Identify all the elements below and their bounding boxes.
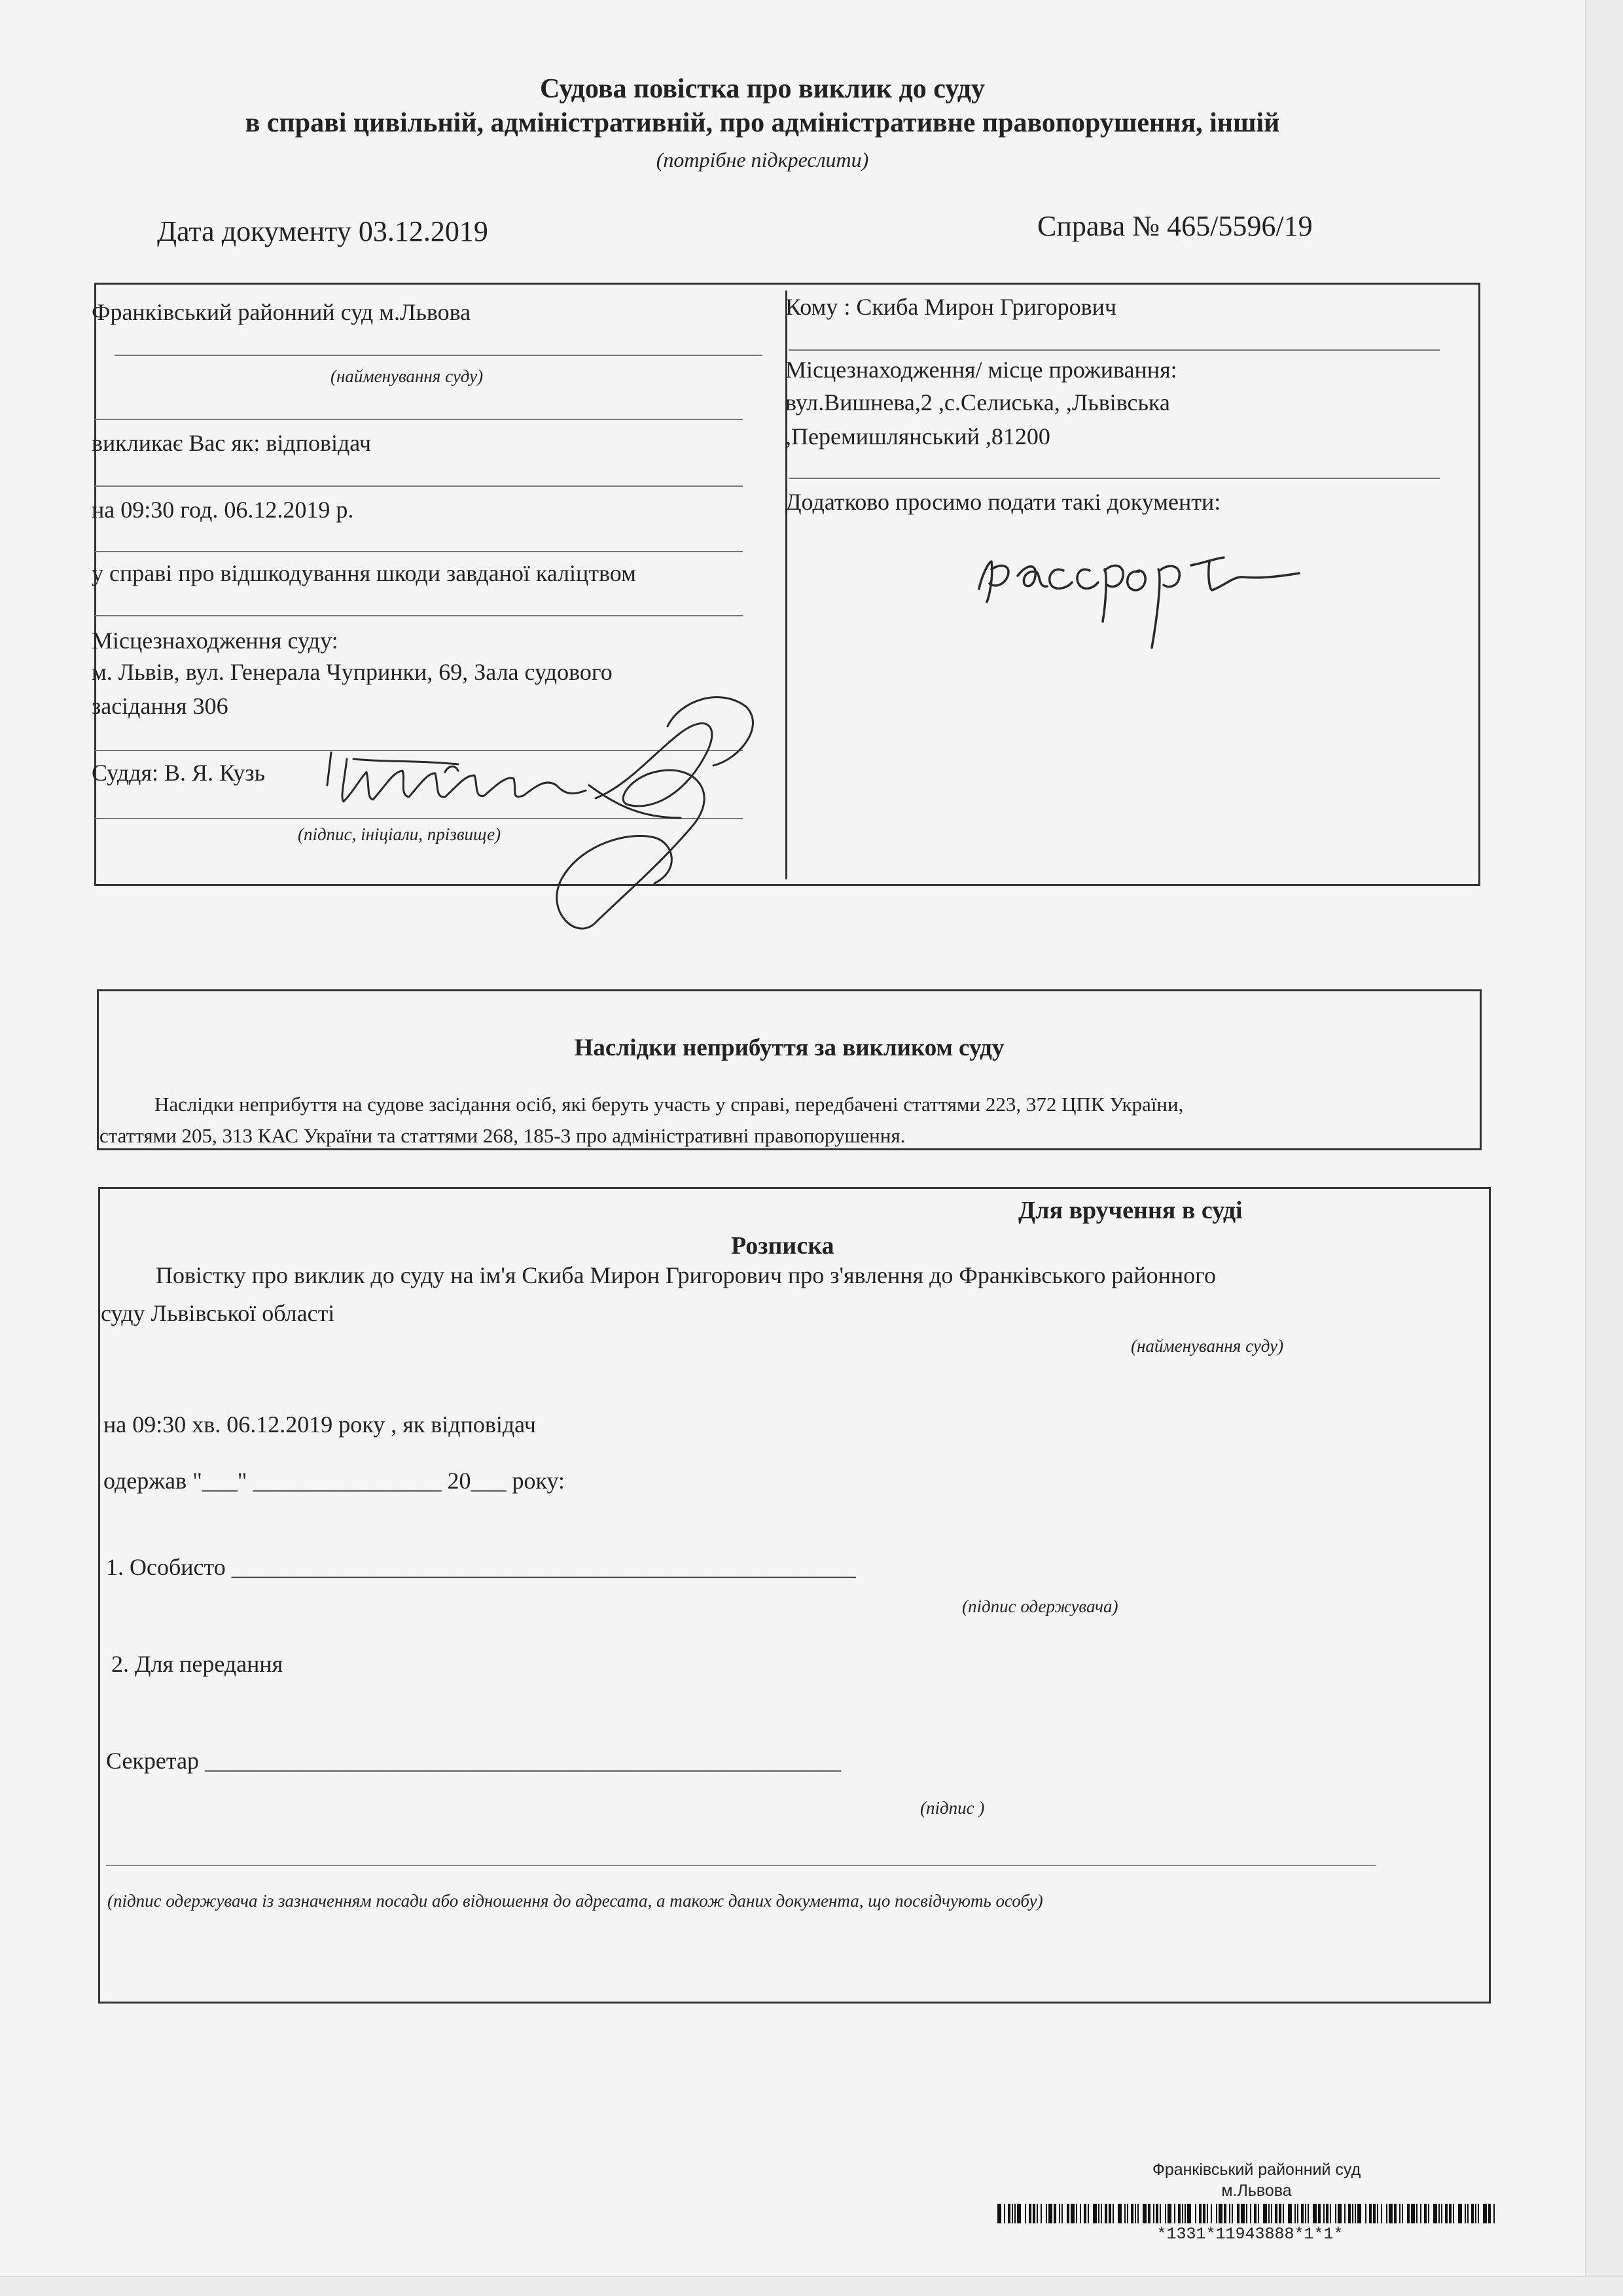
barcode-bar: [1008, 2204, 1010, 2223]
document-date: Дата документу 03.12.2019: [157, 215, 488, 247]
barcode-bar: [1211, 2204, 1212, 2223]
footer-court-line2: м.Львова: [1221, 2181, 1292, 2200]
recipient-signature-rule: [106, 1865, 1376, 1866]
case-matter: у справі про відшкодування шкоди завданої каліцтвом: [92, 560, 636, 586]
barcode-bar: [1088, 2204, 1089, 2223]
barcode-bar: [1402, 2204, 1403, 2223]
barcode-bar: [1330, 2204, 1331, 2223]
for-transfer-label: 2. Для передання: [111, 1651, 283, 1677]
barcode-bar: [1399, 2204, 1400, 2223]
for-court-label: Для вручення в суді: [1018, 1197, 1243, 1224]
receipt-title: Розписка: [731, 1232, 834, 1260]
barcode-bar: [1187, 2204, 1191, 2223]
barcode-bar: [1297, 2204, 1298, 2223]
barcode-bar: [1369, 2204, 1372, 2223]
barcode-bar: [1037, 2204, 1038, 2223]
personally-line: 1. Особисто _____________________________________________________: [106, 1554, 856, 1580]
left-rule-1: [95, 419, 743, 420]
barcode-bar: [1046, 2204, 1047, 2223]
barcode-bar: [1174, 2204, 1175, 2223]
barcode-bar: [1445, 2204, 1448, 2223]
barcode-bar: [1465, 2204, 1466, 2223]
barcode-bar: [1098, 2204, 1099, 2223]
barcode-bar: [1254, 2204, 1257, 2223]
barcode-bar: [1076, 2204, 1077, 2223]
barcode-bar: [1394, 2204, 1397, 2223]
document-title-line2: в справі цивільній, адміністративній, про адміністративне правопорушення, іншій: [245, 108, 1280, 138]
receipt-court-hint: (найменування суду): [1131, 1336, 1284, 1356]
barcode-bar: [1131, 2204, 1133, 2223]
barcode-bar: [1203, 2204, 1205, 2223]
barcode-bar: [1165, 2204, 1166, 2223]
barcode-bar: [1258, 2204, 1259, 2223]
barcode-bar: [1488, 2204, 1491, 2223]
barcode-bar: [1054, 2204, 1056, 2223]
barcode-bar: [1449, 2204, 1452, 2223]
receipt-datetime: на 09:30 хв. 06.12.2019 року , як відповідач: [103, 1411, 536, 1438]
recipient-name: Кому : Скиба Мирон Григорович: [785, 294, 1116, 320]
case-number: Справа № 465/5596/19: [1037, 210, 1313, 242]
barcode-bar: [1438, 2204, 1440, 2223]
received-date-line: одержав "___" ________________ 20___ року:: [103, 1468, 565, 1494]
barcode-bar: [1250, 2204, 1251, 2223]
barcode-bar: [1156, 2204, 1158, 2223]
barcode-bar: [1493, 2204, 1495, 2223]
footer-court-line1: Франківський районний суд: [1152, 2161, 1361, 2179]
barcode-bar: [1305, 2204, 1306, 2223]
barcode-bar: [1424, 2204, 1427, 2223]
barcode-bar: [1101, 2204, 1102, 2223]
barcode-bar: [1109, 2204, 1111, 2223]
barcode-bar: [1124, 2204, 1126, 2223]
barcode-bar: [1263, 2204, 1267, 2223]
barcode-bar: [1283, 2204, 1284, 2223]
barcode-bar: [1219, 2204, 1222, 2223]
handwritten-passport-note: [955, 523, 1322, 654]
barcode-bar: [1017, 2204, 1021, 2223]
barcode-bar: [1475, 2204, 1476, 2223]
scan-edge-bottom: [0, 2276, 1623, 2296]
barcode-bar: [1012, 2204, 1013, 2223]
hearing-datetime: на 09:30 год. 06.12.2019 р.: [92, 497, 354, 523]
barcode-bar: [1199, 2204, 1202, 2223]
barcode-bar: [1411, 2204, 1415, 2223]
barcode-bar: [1182, 2204, 1183, 2223]
barcode-bar: [1381, 2204, 1382, 2223]
barcode-number: *1331*11943888*1*1*: [1156, 2225, 1344, 2244]
barcode-bar: [1355, 2204, 1356, 2223]
barcode: [997, 2204, 1499, 2223]
barcode-bar: [1224, 2204, 1226, 2223]
court-location-line2: засідання 306: [92, 693, 228, 719]
barcode-bar: [1061, 2204, 1063, 2223]
barcode-bar: [1373, 2204, 1376, 2223]
barcode-bar: [1153, 2204, 1154, 2223]
barcode-bar: [1229, 2204, 1230, 2223]
barcode-bar: [1308, 2204, 1309, 2223]
barcode-bar: [1344, 2204, 1346, 2223]
court-name-rule: [115, 355, 762, 356]
barcode-bar: [1478, 2204, 1479, 2223]
barcode-bar: [1059, 2204, 1060, 2223]
barcode-bar: [1025, 2204, 1026, 2223]
recipient-signature-hint: (підпис одержувача із зазначенням посади або відношення до адресата, а також даних документа, що посвідчують особу): [107, 1891, 1043, 1911]
judge-name: Суддя: В. Я. Кузь: [92, 760, 266, 786]
underline-hint: (потрібне підкреслити): [656, 148, 869, 171]
barcode-bar: [1365, 2204, 1366, 2223]
personally-hint: (підпис одержувача): [962, 1597, 1118, 1616]
secretary-hint: (підпис ): [920, 1798, 985, 1818]
barcode-bar: [1148, 2204, 1150, 2223]
scan-edge-right: [1585, 0, 1623, 2295]
barcode-bar: [1237, 2204, 1240, 2223]
barcode-bar: [1185, 2204, 1186, 2223]
barcode-bar: [1467, 2204, 1469, 2223]
signature-hint: (підпис, ініціали, прізвище): [298, 824, 501, 844]
barcode-bar: [1275, 2204, 1277, 2223]
barcode-bar: [1113, 2204, 1114, 2223]
barcode-bar: [1067, 2204, 1069, 2223]
barcode-bar: [1207, 2204, 1208, 2223]
barcode-bar: [1294, 2204, 1296, 2223]
barcode-bar: [1135, 2204, 1136, 2223]
court-location-label: Місцезнаходження суду:: [92, 627, 338, 654]
left-rule-4: [95, 615, 743, 616]
barcode-bar: [1195, 2204, 1196, 2223]
barcode-bar: [1241, 2204, 1245, 2223]
barcode-bar: [1279, 2204, 1281, 2223]
address-label: Місцезнаходження/ місце проживання:: [785, 357, 1177, 383]
left-rule-3: [95, 551, 743, 552]
consequences-title: Наслідки неприбуття за викликом суду: [574, 1034, 1005, 1061]
barcode-bar: [1216, 2204, 1217, 2223]
barcode-bar: [1014, 2204, 1016, 2223]
left-rule-2: [95, 486, 743, 487]
barcode-bar: [1246, 2204, 1247, 2223]
barcode-bar: [1386, 2204, 1387, 2223]
barcode-bar: [1313, 2204, 1317, 2223]
barcode-bar: [1428, 2204, 1429, 2223]
barcode-bar: [1338, 2204, 1342, 2223]
court-name: Франківський районний суд м.Львова: [92, 299, 471, 325]
barcode-bar: [1357, 2204, 1361, 2223]
document-title-line1: Судова повістка про виклик до суду: [540, 74, 985, 104]
barcode-bar: [1071, 2204, 1075, 2223]
barcode-bar: [1389, 2204, 1393, 2223]
secretary-line: Секретар ______________________________________________________: [106, 1748, 842, 1774]
barcode-bar: [1416, 2204, 1418, 2223]
barcode-bar: [1160, 2204, 1161, 2223]
barcode-bar: [1105, 2204, 1107, 2223]
barcode-bar: [1048, 2204, 1052, 2223]
barcode-bar: [1335, 2204, 1336, 2223]
barcode-bar: [1033, 2204, 1035, 2223]
judge-signature: [288, 687, 825, 936]
barcode-bar: [1377, 2204, 1378, 2223]
barcode-bar: [1407, 2204, 1410, 2223]
consequences-line2: статтями 205, 313 КАС України та статтями 268, 185-3 про адміністративні правопорушення.: [99, 1124, 906, 1147]
right-rule-2: [789, 478, 1440, 479]
barcode-bar: [1441, 2204, 1442, 2223]
barcode-bar: [1137, 2204, 1139, 2223]
barcode-bar: [1143, 2204, 1147, 2223]
barcode-bar: [1268, 2204, 1270, 2223]
right-rule-1: [789, 349, 1440, 351]
barcode-bar: [1029, 2204, 1031, 2223]
barcode-bar: [1168, 2204, 1171, 2223]
barcode-bar: [1326, 2204, 1329, 2223]
barcode-bar: [1093, 2204, 1097, 2223]
receipt-line1: Повістку про виклик до суду на ім'я Скиба Мирон Григорович про з'явлення до Франківського районного: [156, 1262, 1216, 1288]
address-line2: ,Перемишлянський ,81200: [785, 423, 1050, 450]
barcode-bar: [1080, 2204, 1081, 2223]
barcode-bar: [1433, 2204, 1437, 2223]
barcode-bar: [1483, 2204, 1487, 2223]
barcode-bar: [1271, 2204, 1272, 2223]
barcode-bar: [1453, 2204, 1454, 2223]
address-line1: вул.Вишнева,2 ,с.Селиська, ,Львівська: [785, 389, 1170, 415]
barcode-bar: [1348, 2204, 1351, 2223]
documents-label: Додатково просимо подати такі документи:: [785, 489, 1221, 515]
consequences-line1: Наслідки неприбуття на судове засідання осіб, які беруть участь у справі, передбачені статтями 223, 372 ЦПК України,: [154, 1093, 1184, 1116]
barcode-bar: [1420, 2204, 1421, 2223]
barcode-bar: [1471, 2204, 1474, 2223]
court-name-hint: (найменування суду): [330, 366, 484, 386]
barcode-bar: [1041, 2204, 1042, 2223]
barcode-bar: [997, 2204, 1001, 2223]
barcode-bar: [1118, 2204, 1122, 2223]
barcode-bar: [1318, 2204, 1321, 2223]
barcode-bar: [1458, 2204, 1462, 2223]
barcode-bar: [1084, 2204, 1086, 2223]
court-location-line1: м. Львів, вул. Генерала Чупринки, 69, Зала судового: [92, 659, 613, 685]
barcode-bar: [1127, 2204, 1128, 2223]
receipt-line2: суду Львівської області: [101, 1300, 335, 1326]
barcode-bar: [1301, 2204, 1304, 2223]
barcode-bar: [1004, 2204, 1005, 2223]
barcode-bar: [1232, 2204, 1233, 2223]
barcode-bar: [1352, 2204, 1353, 2223]
barcode-bar: [1178, 2204, 1181, 2223]
summons-role: викликає Вас як: відповідач: [92, 430, 371, 456]
barcode-bar: [1288, 2204, 1292, 2223]
barcode-bar: [1323, 2204, 1325, 2223]
